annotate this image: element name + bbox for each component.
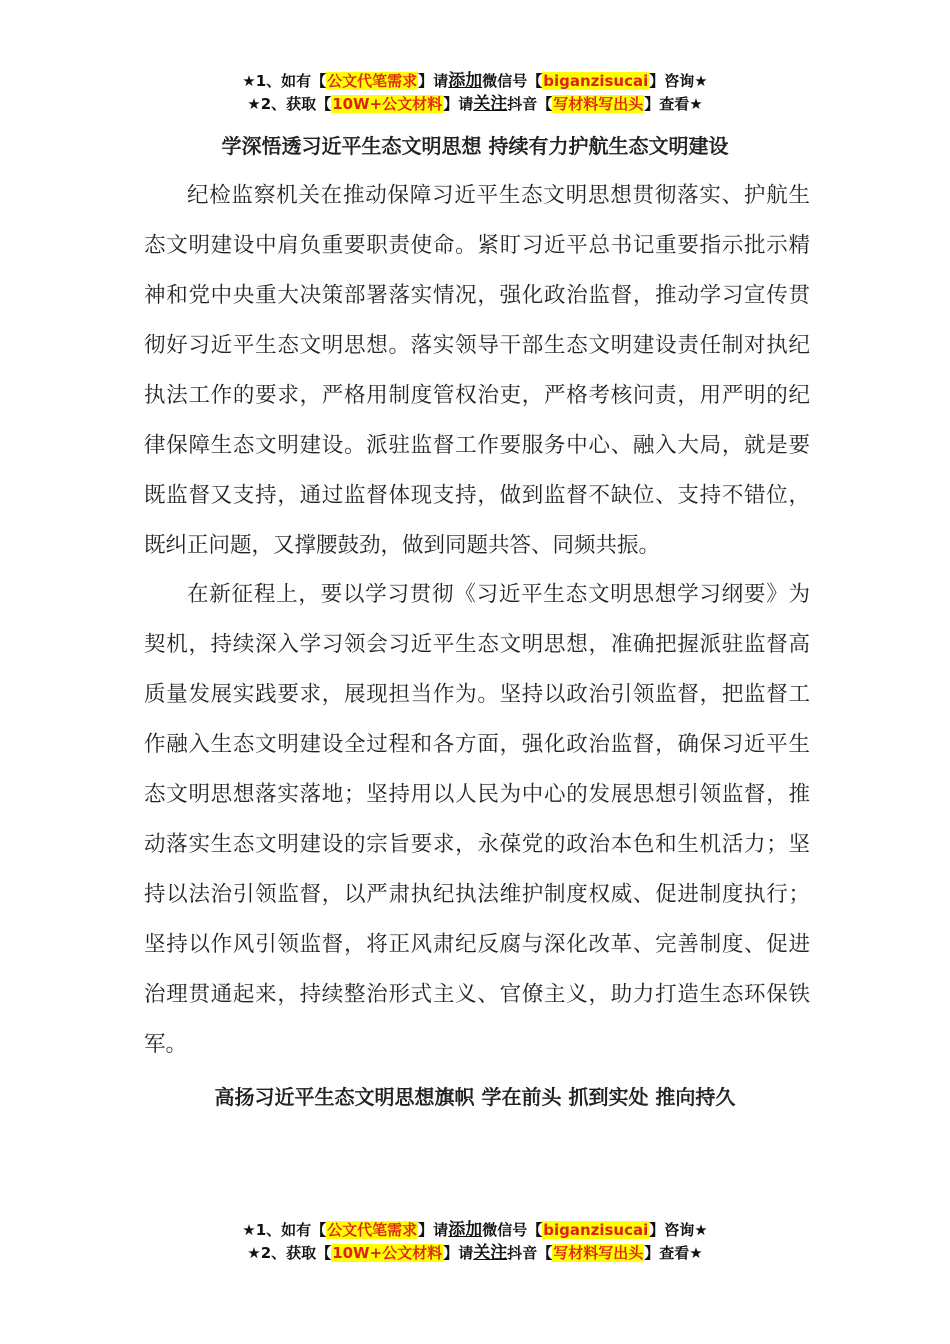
promo-text: 】咨询★ <box>649 1221 708 1239</box>
body-paragraph-2: 在新征程上，要以学习贯彻《习近平生态文明思想学习纲要》为契机，持续深入学习领会习近平生态文明思想，准确把握派驻监督高质量发展实践要求，展现担当作为。坚持以政治引领监督，把监督工作融入生态文明建设全过程和各方面，强化政治监督，确保习近平生态文明思想落实落地；坚持用以人民为中心的发展思想引领监督，推动落实生态文明建设的宗旨要求，永葆党的政治本色和生机活力；坚持以法治引领监督，以严肃执纪执法维护制度权威、促进制度执行；坚持以作风引领监督，将正风肃纪反腐与深化改革、完善制度、促进治理贯通起来，持续整治形式主义、官僚主义，助力打造生态环保铁军。 <box>144 582 810 1057</box>
promo-text: ★2、获取【 <box>247 1244 332 1262</box>
footer-promo <box>0 1219 950 1265</box>
body-paragraph-1: 纪检监察机关在推动保障习近平生态文明思想贯彻落实、护航生态文明建设中肩负重要职责使命。紧盯习近平总书记重要指示批示精神和党中央重大决策部署落实情况，强化政治监督，推动学习宣传贯彻好习近平生态文明思想。落实领导干部生态文明建设责任制对执纪执法工作的要求，严格用制度管权治吏，严格考核问责，用严明的纪律保障生态文明建设。派驻监督工作要服务中心、融入大局，就是要既监督又支持，通过监督体现支持，做到监督不缺位、支持不错位，既纠正问题，又撑腰鼓劲，做到同题共答、同频共振。 <box>144 183 810 558</box>
footer-promo-line-2 <box>0 1242 950 1265</box>
footer-promo-line-1 <box>0 1219 950 1242</box>
promo-wechat-id: biganzisucai <box>543 72 649 90</box>
promo-douyin-id: 写材料写出头 <box>553 1244 644 1262</box>
promo-emphasis: 添加 <box>448 71 483 91</box>
promo-text: 】查看★ <box>644 1244 703 1262</box>
promo-highlight: 10W+公文材料 <box>332 95 443 113</box>
header-promo <box>0 70 950 116</box>
promo-emphasis: 关注 <box>473 1243 508 1263</box>
promo-text: 】请 <box>418 72 449 90</box>
promo-highlight: 公文代笔需求 <box>327 72 418 90</box>
promo-text: ★1、如有【 <box>242 72 327 90</box>
promo-text: ★2、获取【 <box>247 95 332 113</box>
header-promo-line-2 <box>0 93 950 116</box>
promo-text: 】请 <box>443 1244 474 1262</box>
promo-douyin-id: 写材料写出头 <box>553 95 644 113</box>
promo-text: 微信号【 <box>482 1221 543 1239</box>
promo-emphasis: 关注 <box>473 94 508 114</box>
promo-text: 】查看★ <box>644 95 703 113</box>
promo-text: 】请 <box>418 1221 449 1239</box>
promo-text: 】咨询★ <box>649 72 708 90</box>
promo-text: ★1、如有【 <box>242 1221 327 1239</box>
promo-highlight: 10W+公文材料 <box>332 1244 443 1262</box>
promo-wechat-id: biganzisucai <box>543 1221 649 1239</box>
promo-text: 抖音【 <box>507 95 553 113</box>
promo-text: 】请 <box>443 95 474 113</box>
promo-text: 微信号【 <box>482 72 543 90</box>
header-promo-line-1 <box>0 70 950 93</box>
section-heading: 高扬习近平生态文明思想旗帜 学在前头 抓到实处 推向持久 <box>214 1085 736 1109</box>
promo-emphasis: 添加 <box>448 1220 483 1240</box>
document-title: 学深悟透习近平生态文明思想 持续有力护航生态文明建设 <box>221 134 729 158</box>
promo-text: 抖音【 <box>507 1244 553 1262</box>
promo-highlight: 公文代笔需求 <box>327 1221 418 1239</box>
